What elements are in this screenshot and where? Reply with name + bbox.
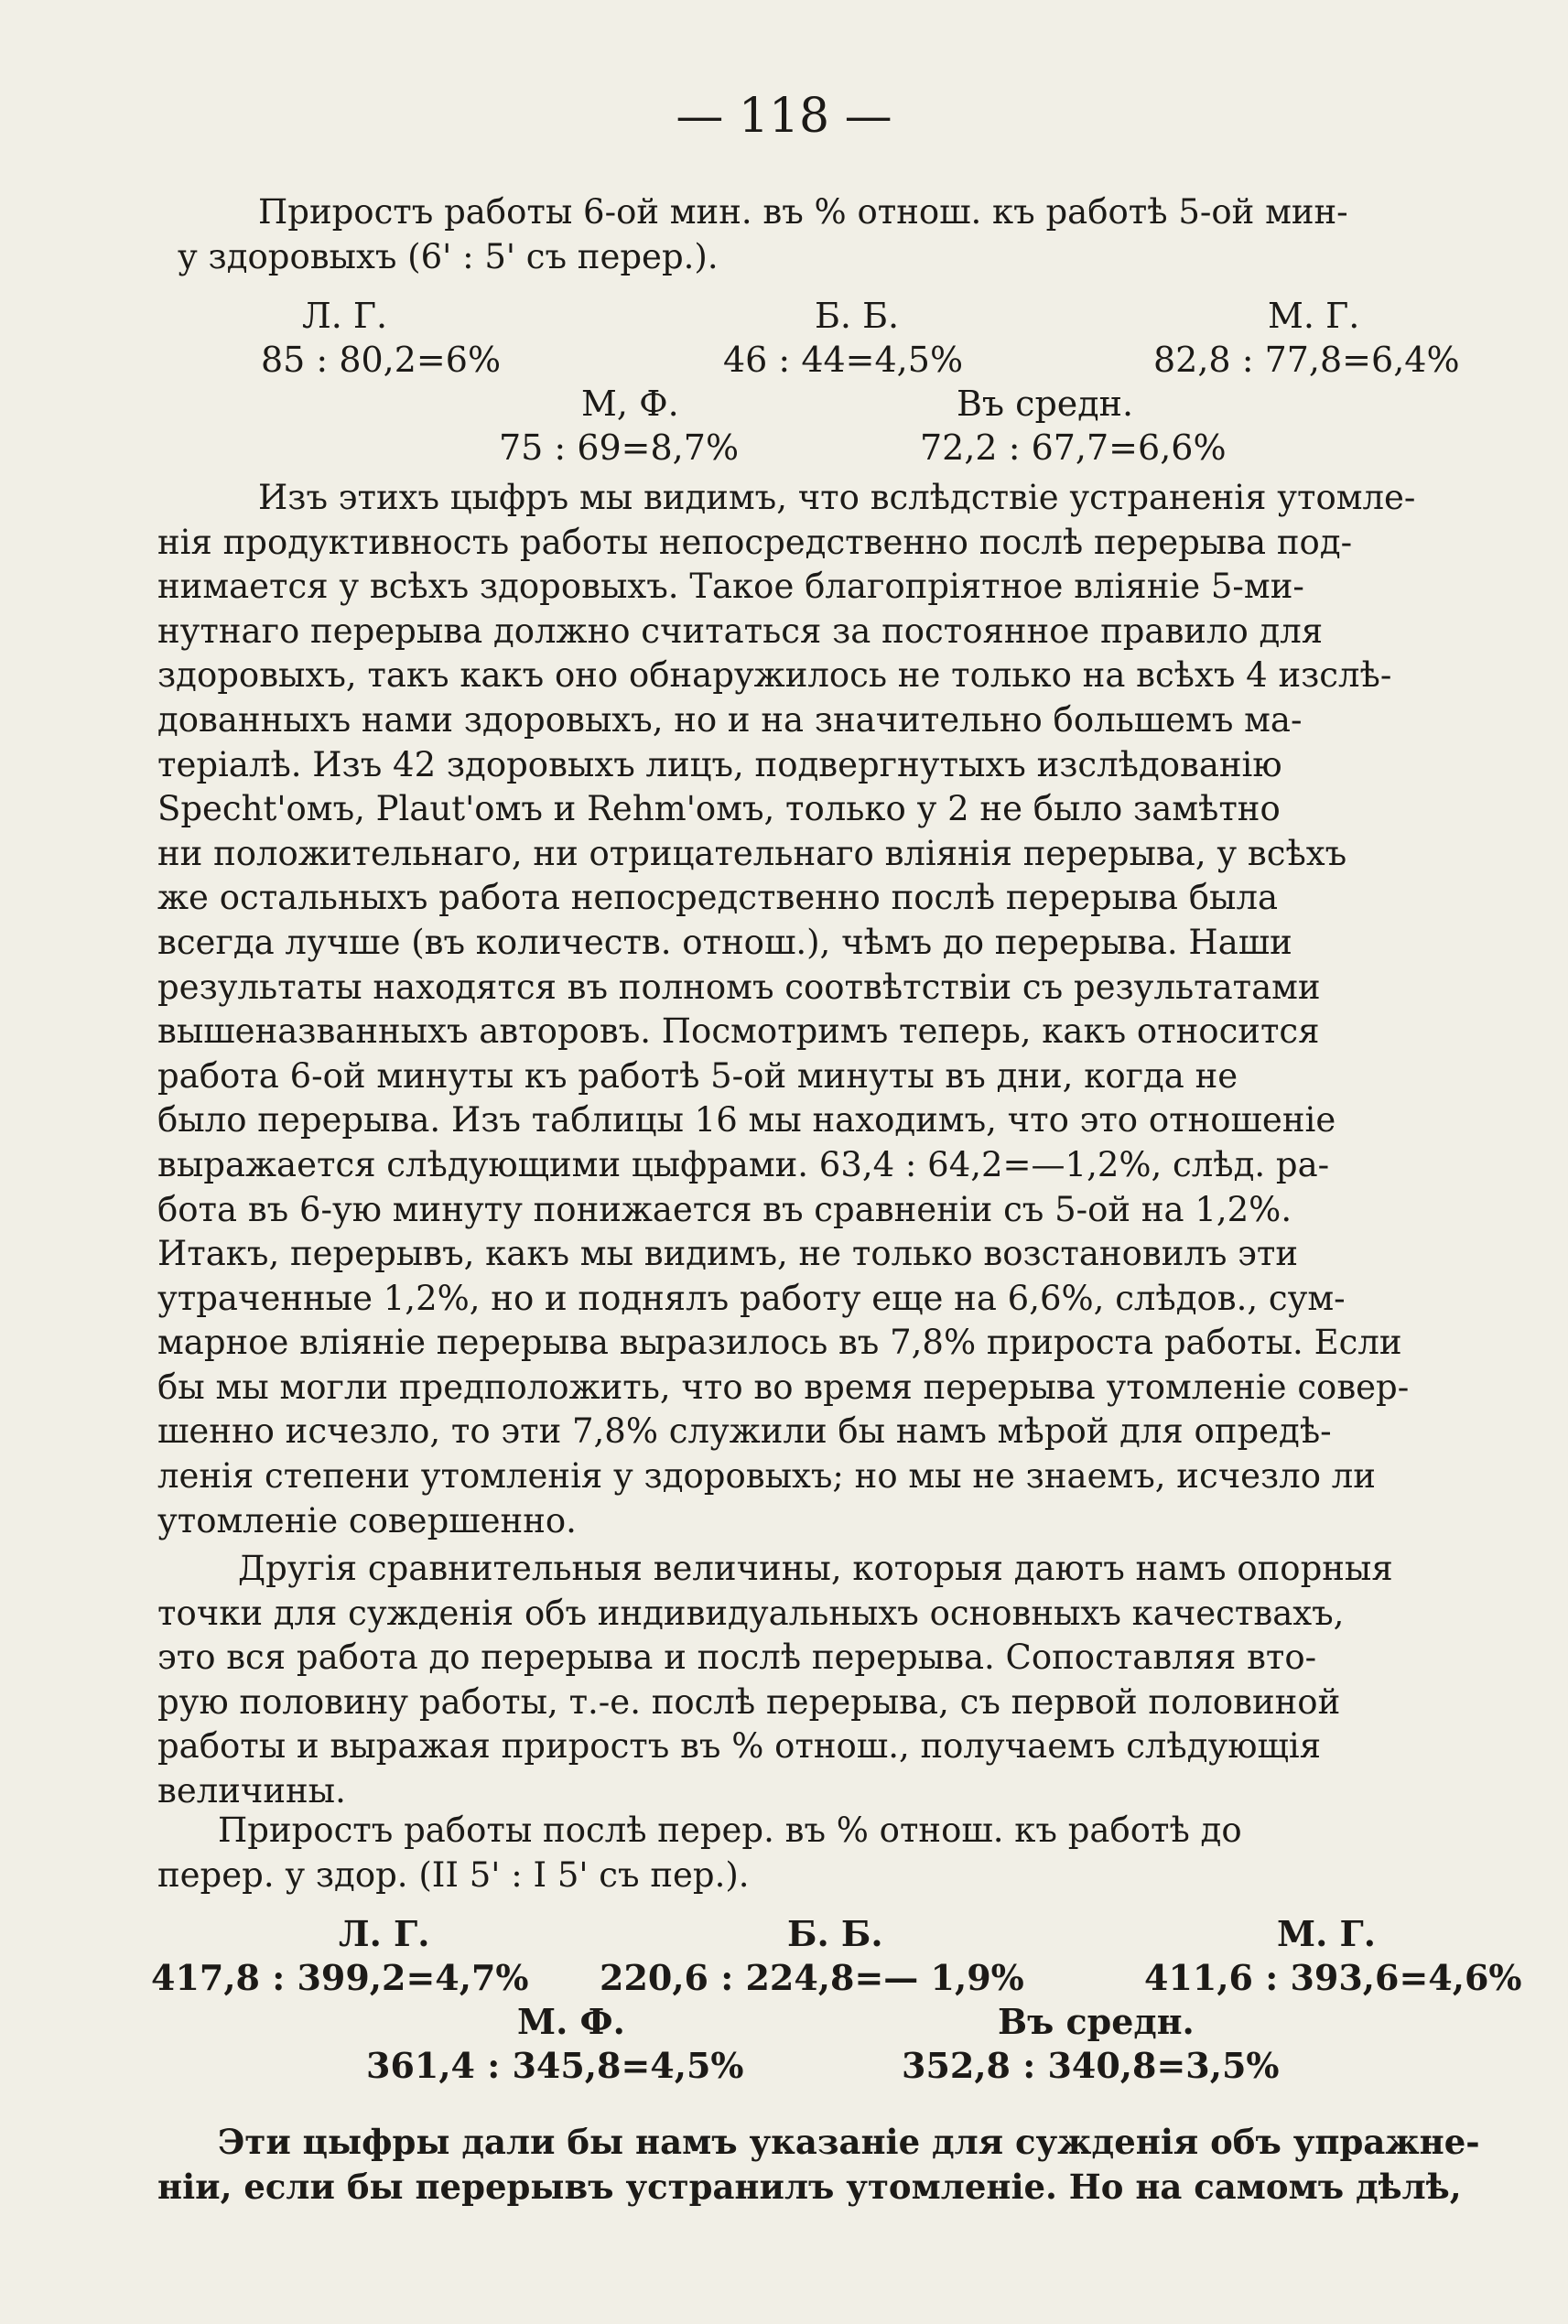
p1-line: бы мы могли предположить, что во время перерыва утомленіе совер- bbox=[157, 1367, 1410, 1407]
p1-line: бота въ 6-ую минуту понижается въ сравненіи съ 5-ой на 1,2%. bbox=[157, 1189, 1292, 1229]
s2-value-avg: 352,8 : 340,8=3,5% bbox=[902, 2045, 1280, 2086]
page-number: — 118 — bbox=[676, 89, 892, 144]
p1-line: было перерыва. Изъ таблицы 16 мы находимъ, что это отношеніе bbox=[157, 1100, 1336, 1140]
section2-heading-line1: Приростъ работы послѣ перер. въ % отнош. къ работѣ до bbox=[218, 1811, 1242, 1850]
s2-name-avg: Въ средн. bbox=[998, 2001, 1195, 2042]
p1-line: ни положительнаго, ни отрицательнаго вліянія перерыва, у всѣхъ bbox=[157, 833, 1347, 873]
s1-name-bb: Б. Б. bbox=[815, 296, 900, 336]
p3-line: Эти цыфры дали бы намъ указаніе для сужденія объ упражне- bbox=[218, 2122, 1480, 2162]
s1-name-mg: М. Г. bbox=[1268, 296, 1360, 336]
p1-line: Specht'омъ, Plaut'омъ и Rehm'омъ, только у 2 не было замѣтно bbox=[157, 789, 1281, 829]
p1-line: вышеназванныхъ авторовъ. Посмотримъ теперь, какъ относится bbox=[157, 1011, 1320, 1052]
s2-value-mg: 411,6 : 393,6=4,6% bbox=[1144, 1957, 1522, 1998]
p2-line: Другія сравнительныя величины, которыя даютъ намъ опорныя bbox=[238, 1549, 1393, 1588]
body-paragraph-3 bbox=[157, 2120, 1558, 2209]
p2-line: работы и выражая приростъ въ % отнош., получаемъ слѣдующія bbox=[157, 1726, 1322, 1767]
s2-name-lg: Л. Г. bbox=[339, 1913, 430, 1954]
s1-name-lg: Л. Г. bbox=[302, 296, 388, 336]
section1-heading-line2: у здоровыхъ (6' : 5' съ перер.). bbox=[178, 236, 719, 276]
s2-name-mf: М. Ф. bbox=[517, 2001, 625, 2042]
p1-line: дованныхъ нами здоровыхъ, но и на значительно большемъ ма- bbox=[157, 699, 1303, 740]
p1-line: работа 6-ой минуты къ работѣ 5-ой минуты въ дни, когда не bbox=[157, 1055, 1238, 1096]
p1-line: всегда лучше (въ количеств. отнош.), чѣмъ до перерыва. Наши bbox=[157, 922, 1292, 962]
body-paragraph-2 bbox=[157, 1547, 1558, 1814]
p1-line: здоровыхъ, такъ какъ оно обнаружилось не только на всѣхъ 4 изслѣ- bbox=[157, 655, 1392, 696]
p1-line: нія продуктивность работы непосредственно послѣ перерыва под- bbox=[157, 522, 1353, 562]
s1-value-lg: 85 : 80,2=6% bbox=[261, 340, 502, 380]
s2-value-mf: 361,4 : 345,8=4,5% bbox=[366, 2045, 744, 2086]
p1-line: утомленіе совершенно. bbox=[157, 1500, 577, 1540]
p1-line: марное вліяніе перерыва выразилось въ 7,8% прироста работы. Если bbox=[157, 1323, 1402, 1363]
s2-value-bb: 220,6 : 224,8=— 1,9% bbox=[600, 1957, 1024, 1998]
s1-value-mf: 75 : 69=8,7% bbox=[499, 427, 740, 468]
p1-line: ленія степени утомленія у здоровыхъ; но мы не знаемъ, исчезло ли bbox=[157, 1456, 1376, 1497]
s1-value-mg: 82,8 : 77,8=6,4% bbox=[1153, 340, 1460, 380]
p2-line: это вся работа до перерыва и послѣ перерыва. Сопоставляя вто- bbox=[157, 1638, 1317, 1678]
p1-line: Изъ этихъ цыфръ мы видимъ, что вслѣдствіе устраненія утомле- bbox=[258, 478, 1416, 517]
s2-name-bb: Б. Б. bbox=[787, 1913, 883, 1954]
body-paragraph-1 bbox=[157, 476, 1558, 1543]
p1-line: Итакъ, перерывъ, какъ мы видимъ, не только возстановилъ эти bbox=[157, 1234, 1299, 1274]
p1-line: выражается слѣдующими цыфрами. 63,4 : 64,2=—1,2%, слѣд. ра- bbox=[157, 1144, 1330, 1184]
p3-line: ніи, если бы перерывъ устранилъ утомленіе. Но на самомъ дѣлѣ, bbox=[157, 2166, 1462, 2207]
s1-name-avg: Въ средн. bbox=[957, 384, 1134, 424]
s1-value-bb: 46 : 44=4,5% bbox=[723, 340, 964, 380]
p1-line: результаты находятся въ полномъ соотвѣтствіи съ результатами bbox=[157, 967, 1321, 1007]
p1-line: же остальныхъ работа непосредственно послѣ перерыва была bbox=[157, 878, 1279, 918]
s2-name-mg: М. Г. bbox=[1277, 1913, 1376, 1954]
section2-heading-line2: перер. у здор. (II 5' : I 5' съ пер.). bbox=[157, 1854, 750, 1895]
s1-name-mf: М, Ф. bbox=[581, 384, 679, 424]
p1-line: шенно исчезло, то эти 7,8% служили бы намъ мѣрой для опредѣ- bbox=[157, 1411, 1332, 1452]
p1-line: нутнаго перерыва должно считаться за постоянное правило для bbox=[157, 611, 1324, 651]
p2-line: точки для сужденія объ индивидуальныхъ основныхъ качествахъ, bbox=[157, 1593, 1345, 1633]
p1-line: утраченные 1,2%, но и поднялъ работу еще на 6,6%, слѣдов., сум- bbox=[157, 1278, 1346, 1318]
section2-heading bbox=[157, 1809, 1558, 1897]
s1-value-avg: 72,2 : 67,7=6,6% bbox=[920, 427, 1227, 468]
p1-line: нимается у всѣхъ здоровыхъ. Такое благопріятное вліяніе 5-ми- bbox=[157, 567, 1304, 607]
section1-heading bbox=[157, 190, 1558, 279]
p2-line: величины. bbox=[157, 1770, 346, 1811]
section1-heading-line1: Приростъ работы 6-ой мин. въ % отнош. къ работѣ 5-ой мин- bbox=[258, 192, 1348, 232]
p1-line: теріалѣ. Изъ 42 здоровыхъ лицъ, подвергнутыхъ изслѣдованію bbox=[157, 744, 1282, 784]
s2-value-lg: 417,8 : 399,2=4,7% bbox=[151, 1957, 529, 1998]
p2-line: рую половину работы, т.-е. послѣ перерыва, съ первой половиной bbox=[157, 1681, 1341, 1722]
